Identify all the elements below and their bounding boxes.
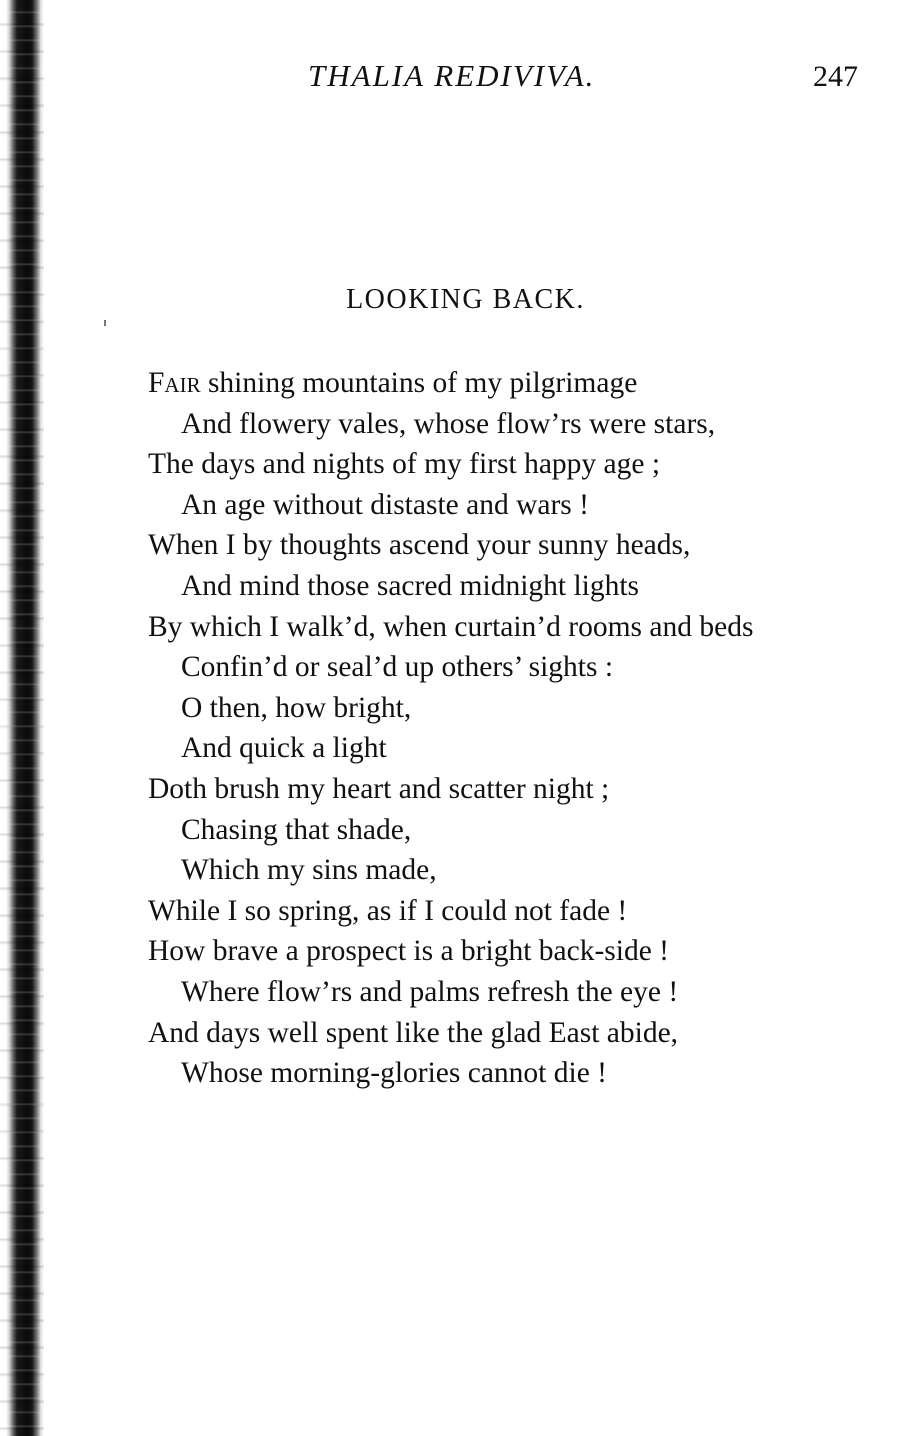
poem-line-text: And flowery vales, whose flow’rs were stars,: [181, 407, 716, 440]
running-head: [150, 58, 860, 98]
poem-line-text: By which I walk’d, when curtain’d rooms and beds: [148, 610, 754, 643]
poem-line: [148, 485, 878, 526]
poem-line: [148, 404, 878, 445]
poem-line-text: And quick a light: [181, 732, 387, 765]
poem-line-text: The days and nights of my first happy age ;: [148, 448, 661, 481]
poem-first-word: Fair: [148, 367, 201, 399]
poem-line: [148, 972, 878, 1013]
poem-line-text: When I by thoughts ascend your sunny heads,: [148, 529, 691, 562]
poem-line-text: Doth brush my heart and scatter night ;: [148, 772, 610, 805]
stray-ink-mark: [104, 320, 106, 326]
poem-line: [148, 891, 878, 932]
poem-line: [148, 444, 878, 485]
poem-line: [148, 525, 878, 566]
poem-line: [148, 363, 878, 404]
poem-stanza: [148, 363, 878, 1094]
poem-line: [148, 607, 878, 648]
poem-line: [148, 566, 878, 607]
binding-gutter-texture: [0, 0, 44, 1436]
poem-line-text: And days well spent like the glad East abide,: [148, 1016, 679, 1049]
poem-line: [148, 850, 878, 891]
poem-line-text: While I so spring, as if I could not fade !: [148, 894, 628, 927]
poem-line: [148, 1013, 878, 1054]
poem-line: [148, 1053, 878, 1094]
poem-line-text: Chasing that shade,: [181, 813, 412, 846]
poem-line: [148, 647, 878, 688]
poem-line-text: O then, how bright,: [181, 691, 412, 724]
poem-line: [148, 931, 878, 972]
poem-line-text: shining mountains of my pilgrimage: [200, 367, 638, 399]
running-head-title: THALIA REDIVIVA.: [308, 58, 596, 93]
poem-line-text: Which my sins made,: [181, 854, 437, 887]
poem-line-text: And mind those sacred midnight lights: [181, 569, 640, 602]
page-number: 247: [813, 60, 858, 93]
poem-line-text: How brave a prospect is a bright back-side !: [148, 935, 669, 968]
poem-title: LOOKING BACK.: [346, 284, 585, 315]
poem-line-text: An age without distaste and wars !: [181, 488, 589, 521]
poem-line: [148, 769, 878, 810]
poem-line-text: Confin’d or seal’d up others’ sights :: [181, 651, 614, 684]
poem-line: [148, 688, 878, 729]
poem-line: [148, 810, 878, 851]
poem-line-text: Whose morning-glories cannot die !: [181, 1057, 607, 1090]
poem-line: [148, 728, 878, 769]
poem-line-text: Where flow’rs and palms refresh the eye !: [181, 975, 679, 1008]
